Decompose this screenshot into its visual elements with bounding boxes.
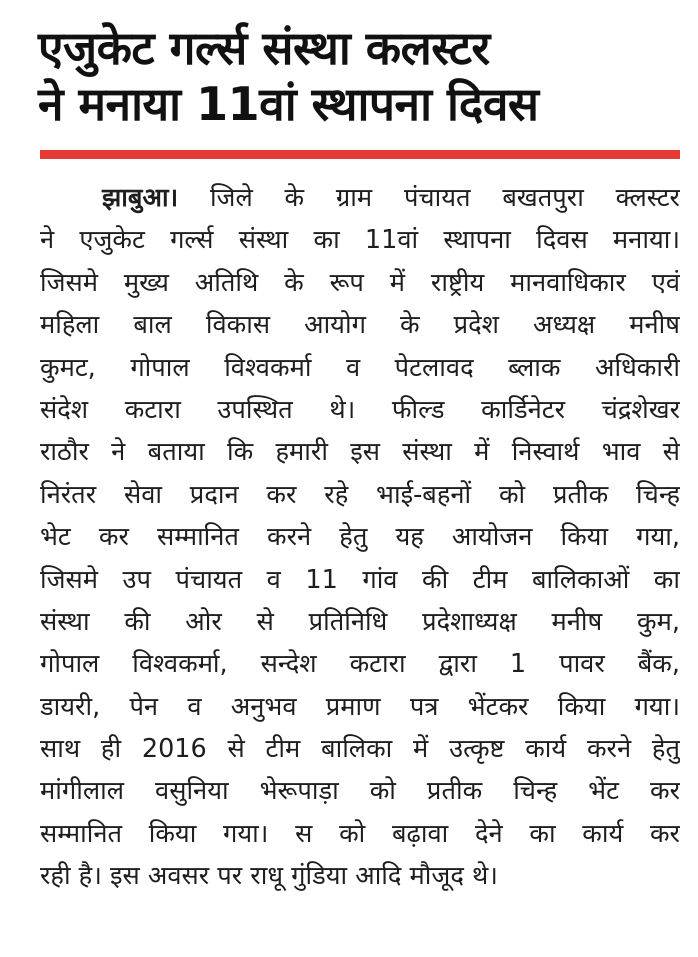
body-line-7: राठौर ने बताया कि हमारी इस संस्था में निस्वार्थ भाव से [40, 437, 680, 468]
body-line-17: रही है। इस अवसर पर राधू गुंडिया आदि मौजूद थे। [40, 861, 498, 892]
body-line-16: सम्मानित किया गया। स को बढ़ावा देने का कार्य कर [40, 818, 680, 849]
headline-line-1: एजुकेट गर्ल्स संस्था कलस्टर [38, 21, 490, 75]
article-body [40, 177, 680, 898]
headline-divider [40, 150, 680, 159]
body-line-9: भेट कर सम्मानित करने हेतु यह आयोजन किया गया, [40, 522, 680, 553]
dateline: झाबुआ। [102, 183, 179, 213]
body-line-12: गोपाल विश्वकर्मा, सन्देश कटारा द्वारा 1 पावर बैंक, [40, 649, 680, 680]
headline-line-2: ने मनाया 11वां स्थापना दिवस [38, 77, 539, 131]
body-line-15: मांगीलाल वसुनिया भेरूपाड़ा को प्रतीक चिन्ह भेंट कर [40, 776, 680, 807]
body-line-3: जिसमे मुख्य अतिथि के रूप में राष्ट्रीय मानवाधिकार एवं [40, 267, 680, 298]
body-line-8: निरंतर सेवा प्रदान कर रहे भाई-बहनों को प्रतीक चिन्ह [40, 479, 680, 510]
body-line-6: संदेश कटारा उपस्थित थे। फील्ड कार्डिनेटर चंद्रशेखर [40, 394, 680, 425]
body-line-10: जिसमे उप पंचायत व 11 गांव की टीम बालिकाओं का [40, 564, 680, 595]
body-line-14: साथ ही 2016 से टीम बालिका में उत्कृष्ट कार्य करने हेतु [40, 734, 680, 765]
body-line-4: महिला बाल विकास आयोग के प्रदेश अध्यक्ष मनीष [40, 310, 680, 341]
body-line-13: डायरी, पेन व अनुभव प्रमाण पत्र भेंटकर किया गया। [40, 691, 680, 722]
body-line-1-text: जिले के ग्राम पंचायत बखतपुरा क्लस्टर [178, 183, 680, 213]
body-line-1 [40, 177, 680, 219]
body-line-5: कुमट, गोपाल विश्वकर्मा व पेटलावद ब्लाक अधिकारी [40, 352, 680, 383]
headline [38, 20, 678, 132]
body-line-11: संस्था की ओर से प्रतिनिधि प्रदेशाध्यक्ष मनीष कुम, [40, 606, 680, 637]
body-line-2: ने एजुकेट गर्ल्स संस्था का 11वां स्थापना दिवस मनाया। [40, 225, 680, 256]
